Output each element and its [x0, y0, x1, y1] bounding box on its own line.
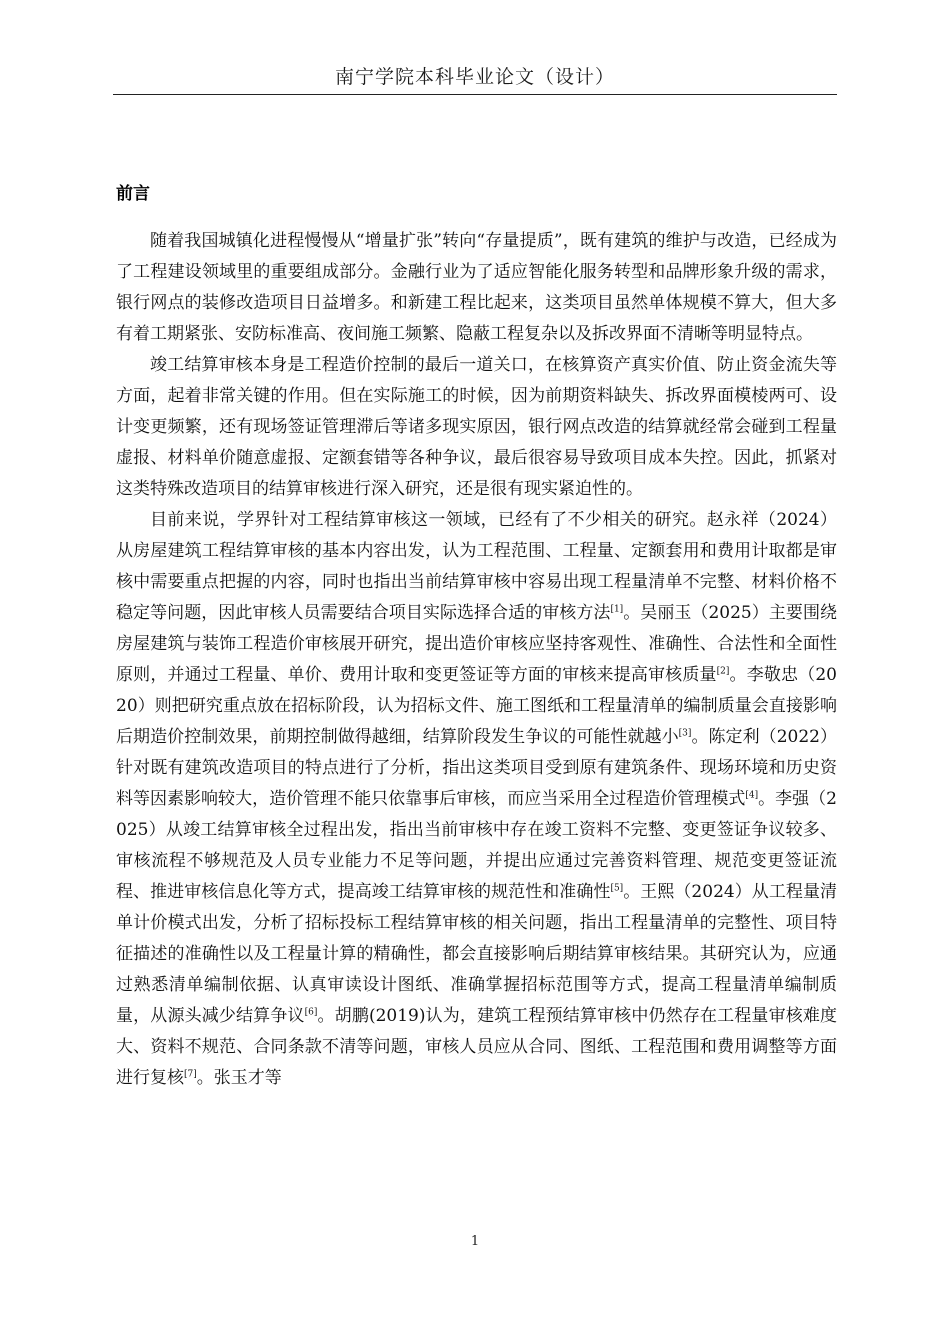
- body-text: [116, 226, 837, 1094]
- paragraph-text: 随着我国城镇化进程慢慢从“增量扩张”转向“存量提质”，既有建筑的维护与改造，已经成为了工程建设领域里的重要组成部分。金融行业为了适应智能化服务转型和品牌形象升级的需求，银行网点的装修改造项目日益增多。和新建工程比起来，这类项目虽然单体规模不算大，但大多有着工期紧张、安防标准高、夜间施工频繁、隐蔽工程复杂以及拆改界面不清晰等明显特点。: [116, 231, 837, 344]
- citation-ref-4: [4]: [745, 790, 759, 801]
- paragraph-text: 竣工结算审核本身是工程造价控制的最后一道关口，在核算资产真实价值、防止资金流失等方面，起着非常关键的作用。但在实际施工的时候，因为前期资料缺失、拆改界面模棱两可、设计变更频繁，还有现场签证管理滞后等诸多现实原因，银行网点改造的结算就经常会碰到工程量虚报、材料单价随意虚报、定额套错等各种争议，最后很容易导致项目成本失控。因此，抓紧对这类特殊改造项目的结算审核进行深入研究，还是很有现实紧迫性的。: [116, 355, 837, 499]
- paragraph-text: 目前来说，学界针对工程结算审核这一领域，已经有了不少相关的研究。赵永祥（2024）从房屋建筑工程结算审核的基本内容出发，认为工程范围、工程量、定额套用和费用计取都是审核中需要重点把握的内容，同时也指出当前结算审核中容易出现工程量清单不完整、材料价格不稳定等问题，因此审核人员需要结合项目实际选择合适的审核方法: [116, 510, 837, 623]
- paragraph-1: [116, 226, 837, 350]
- paragraph-text: 。李强（2025）从竣工结算审核全过程出发，指出当前审核中存在竣工资料不完整、变更签证争议较多、审核流程不够规范及人员专业能力不足等问题，并提出应通过完善资料管理、规范变更签证流程、推进审核信息化等方式，提高竣工结算审核的规范性和准确性: [116, 789, 837, 902]
- paragraph-text: 。胡鹏(2019)认为，建筑工程预结算审核中仍然存在工程量审核难度大、资料不规范、合同条款不清等问题，审核人员应从合同、图纸、工程范围和费用调整等方面进行复核: [116, 1006, 838, 1088]
- paragraph-text: 。张玉才等: [196, 1068, 282, 1088]
- paragraph-text: 。陈定利（2022）针对既有建筑改造项目的特点进行了分析，指出这类项目受到原有建筑条件、现场环境和历史资料等因素影响较大，造价管理不能只依靠事后审核，而应当采用全过程造价管理模式: [116, 727, 838, 809]
- citation-ref-2: [2]: [716, 666, 730, 677]
- paragraph-text: 。王熙（2024）从工程量清单计价模式出发，分析了招标投标工程结算审核的相关问题，指出工程量清单的完整性、项目特征描述的准确性以及工程量计算的精确性，都会直接影响后期结算审核结果。其研究认为，应通过熟悉清单编制依据、认真审读设计图纸、准确掌握招标范围等方式，提高工程量清单编制质量，从源头减少结算争议: [116, 882, 837, 1026]
- paragraph-text: 。李敬忠（2020）则把研究重点放在招标阶段，认为招标文件、施工图纸和工程量清单的编制质量会直接影响后期造价控制效果，前期控制做得越细，结算阶段发生争议的可能性就越小: [116, 665, 837, 747]
- citation-ref-3: [3]: [678, 728, 692, 739]
- paragraph-2: [116, 350, 837, 505]
- citation-ref-5: [5]: [610, 883, 624, 894]
- paragraph-3: [116, 505, 837, 1094]
- citation-ref-1: [1]: [610, 604, 624, 615]
- citation-ref-7: [7]: [184, 1069, 197, 1080]
- page-header-title: 南宁学院本科毕业论文（设计）: [334, 66, 615, 88]
- citation-ref-6: [6]: [304, 1007, 318, 1018]
- section-title: 前言: [116, 184, 150, 204]
- paragraph-text: 。吴丽玉（2025）主要围绕房屋建筑与装饰工程造价审核展开研究，提出造价审核应坚持客观性、准确性、合法性和全面性原则，并通过工程量、单价、费用计取和变更签证等方面的审核来提高审核质量: [116, 603, 837, 685]
- header-divider: [113, 94, 837, 95]
- page-number: 1: [470, 1234, 480, 1249]
